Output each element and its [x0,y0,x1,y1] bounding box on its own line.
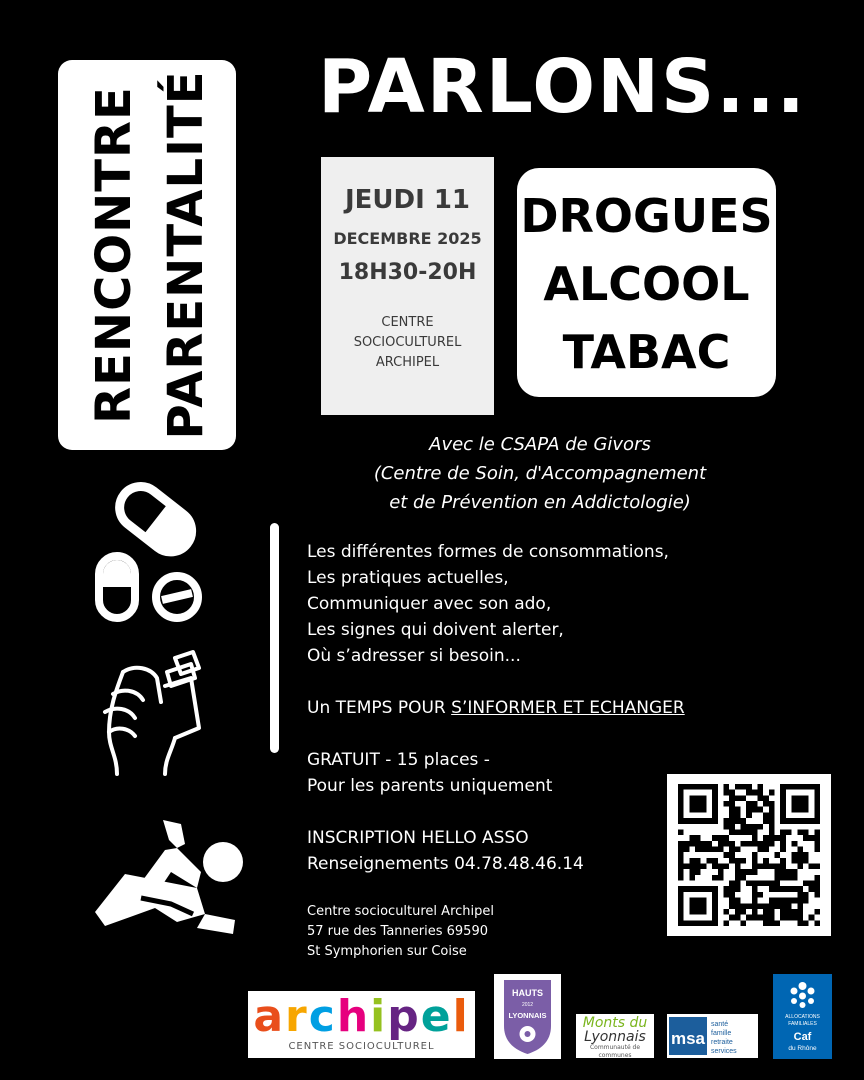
event-time: 18H30-20H [338,260,477,285]
msa-logo [667,1014,758,1058]
partner-line: Avec le CSAPA de Givors [429,434,651,455]
address-line: St Symphorien sur Coise [307,944,467,959]
topic-tabac: TABAC [562,325,731,379]
archipel-letter: c [308,991,337,1042]
vertical-title [78,71,222,440]
vape-hand-icon [95,648,205,782]
msa-mark: msa [670,1029,706,1048]
vertical-title-line-1: RENCONTRE [86,86,142,424]
theme-item: Les signes qui doivent alerter, [307,620,564,640]
partner-line: et de Prévention en Addictologie) [389,492,691,513]
topics-card [517,168,776,397]
hauts-top-text: HAUTS [512,988,543,998]
msa-line: retraite [711,1039,733,1046]
theme-item: Les différentes formes de consommations, [307,542,669,562]
tagline [307,695,767,721]
archipel-wordmark [248,991,475,1043]
event-place-line: ARCHIPEL [375,355,440,370]
address-line: Centre socioculturel Archipel [307,904,494,919]
address-line: 57 rue des Tanneries 69590 [307,924,488,939]
caf-region: du Rhône [788,1045,817,1052]
pricing-line: Pour les parents uniquement [307,776,553,796]
event-month: DECEMBRE 2025 [333,229,482,248]
caf-logo [773,974,832,1059]
archipel-logo [248,991,475,1058]
topic-drogues: DROGUES [520,189,773,243]
msa-line: santé [711,1021,729,1028]
monts-line-1: Monts du [582,1015,648,1031]
event-place [321,313,494,373]
contact-text: Renseignements 04.78.48.46.14 [307,854,584,874]
pills-icon [85,480,215,629]
msa-line: services [711,1048,737,1055]
drinking-person-icon [85,818,255,942]
tagline-underlined: S’INFORMER ET ECHANGER [451,698,685,718]
caf-line: FAMILIALES [788,1021,817,1027]
vertical-title-line-2: PARENTALITÉ [158,70,214,440]
msa-line: famille [711,1030,732,1037]
monts-du-lyonnais-logo [576,1014,654,1058]
hauts-bottom-text: LYONNAIS [508,1011,547,1020]
hauts-year-text: 2012 [521,1002,534,1008]
archipel-letter: p [387,991,421,1042]
theme-item: Communiquer avec son ado, [307,594,552,614]
registration-text: INSCRIPTION HELLO ASSO [307,828,529,848]
address-block [307,902,494,962]
event-place-line: SOCIOCULTUREL [353,335,462,350]
topic-alcool: ALCOOL [543,257,750,311]
event-day: JEUDI 11 [344,185,471,215]
qr-code[interactable] [667,774,831,936]
pricing-line: GRATUIT - 15 places - [307,750,490,770]
archipel-letter: h [336,991,371,1042]
archipel-letter: i [370,991,388,1042]
monts-line-2: Lyonnais [584,1029,646,1045]
tagline-prefix: Un TEMPS POUR [307,698,452,718]
archipel-letter: r [285,991,309,1042]
hauts-lyonnais-logo [494,974,561,1059]
partner-line: (Centre de Soin, d'Accompagnement [373,463,707,484]
event-place-line: CENTRE [381,315,434,330]
archipel-subtitle: CENTRE SOCIOCULTUREL [288,1041,435,1052]
archipel-letter: e [420,991,453,1042]
theme-item: Où s’adresser si besoin... [307,646,521,666]
caf-line: ALLOCATIONS [785,1014,820,1020]
caf-mark: Caf [793,1031,812,1043]
archipel-letter: l [452,991,470,1042]
main-title: PARLONS... [318,44,807,130]
archipel-letter: a [253,991,286,1042]
partner-text [320,430,760,517]
theme-item: Les pratiques actuelles, [307,568,509,588]
monts-sub: Communauté de communes [589,1044,641,1059]
date-card [321,157,494,415]
vertical-divider [270,523,279,753]
